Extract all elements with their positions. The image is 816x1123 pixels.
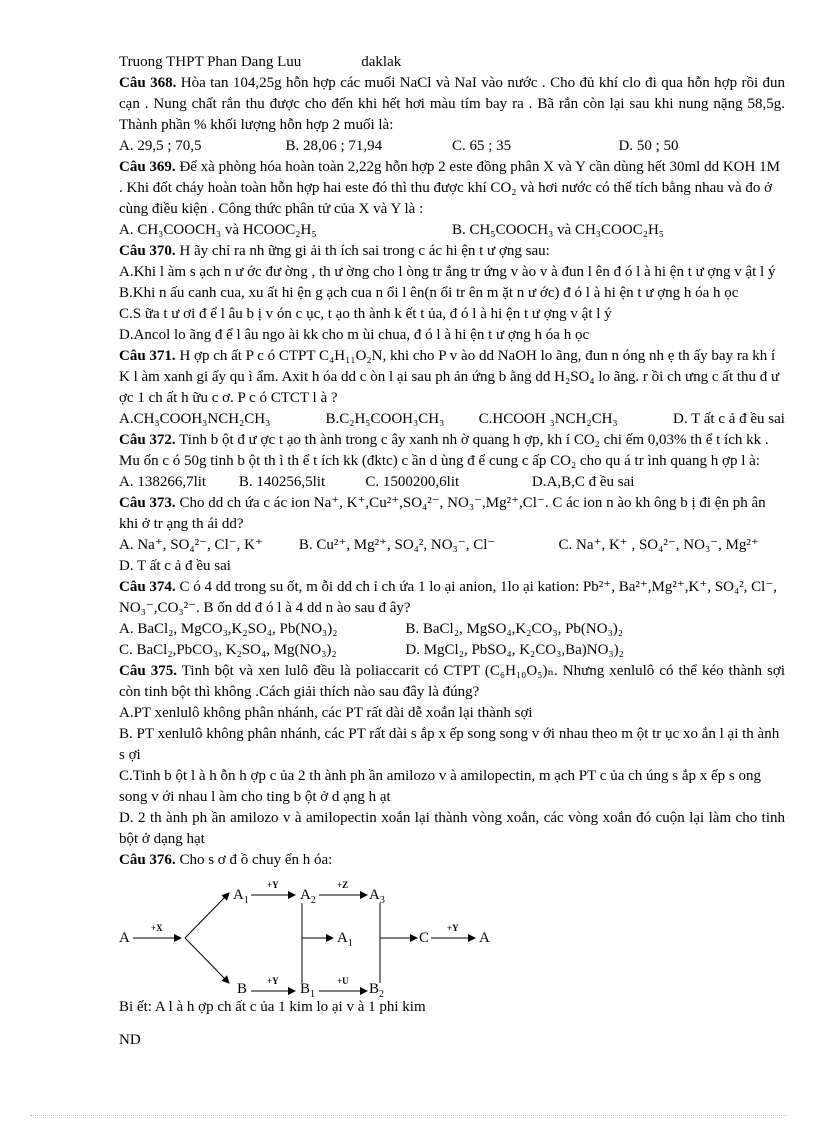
- answer-options: [119, 640, 785, 661]
- arrow-label: +U: [337, 976, 349, 986]
- node-a3: $A_3$: [369, 887, 385, 906]
- option-d: D. MgCl₂, PbSO₄, K₂CO₃,Ba)NO₃)₂: [405, 642, 624, 658]
- node-b1: $B_1$: [300, 981, 316, 1000]
- option-a: A.Khi l àm s ạch n ư ớc đư ờng , th ư ờng cho l òng tr ắng tr ứng v ào v à đun l ên đ ó l à hi ện t ư ợng v ật l ý: [119, 264, 776, 280]
- question-text: Tinh b ột đ ư ợc t ạo th ành trong c ây xanh nh ờ quang h ợp, kh í CO₂ chi ếm 0,03% th ể t ích kk . Mu ốn c ó 50g tinh b ột th ì th ể t ích kk (đktc) c ần d ùng đ ể cung c ấp CO₂ cho qu á tr ình quang h ợp l à:: [119, 432, 769, 469]
- answer-options: [119, 535, 785, 556]
- option-c: C. BaCl₂,PbCO₃, K₂SO₄, Mg(NO₃)₂: [119, 642, 337, 658]
- question-number: Câu 375.: [119, 663, 177, 679]
- option-d: D. T ất c ả đ ều sai: [119, 558, 231, 574]
- question-373: [119, 493, 785, 535]
- option-d: D.Ancol lo ãng đ ể l âu ngo ài kk cho m ùi chua, đ ó l à hi ện t ư ợng h óa h ọc: [119, 327, 590, 343]
- option-b: B. 28,06 ; 71,94: [285, 138, 383, 154]
- question-376: [119, 850, 785, 871]
- question-text: C ó 4 dd trong su ốt, m ỗi dd ch ỉ ch ứa 1 lo ại anion, 1lo ại kation: Pb²⁺, Ba²⁺,Mg²⁺,K⁺, SO₄², Cl⁻, NO₃⁻,CO₃²⁻. B ốn dd đ ó l à 4 dd n ào sau đ ây?: [119, 579, 778, 616]
- arrow-label: +Z: [337, 880, 349, 890]
- option-d: D.A,B,C đ ều sai: [531, 474, 635, 490]
- node-a1-mid: $A_1$: [337, 930, 353, 949]
- option-b: B. PT xenlulô không phân nhánh, các PT rất dài s ắp x ếp song song v ới nhau theo m ột tr ục xo ắn l ại th ành s ợi: [119, 726, 780, 763]
- question-text: Để xà phòng hóa hoàn toàn 2,22g hỗn hợp 2 este đồng phân X và Y cần dùng hết 30ml dd KOH 1M . Khi đốt cháy hoàn toàn hỗn hợp hai este đó thì thu được khí CO₂ và hơi nước có thể tích bằng nhau và đo ở cùng điều kiện . Công thức phân tử của X và Y là :: [119, 159, 780, 217]
- node-c: C: [419, 930, 430, 946]
- option-a: A. 138266,7lit: [119, 474, 207, 490]
- question-text: Tinh bột và xen lulô đều là poliaccarit có CTPT (C₆H₁₀O₅)ₙ. Nhưng xenlulô có thể kéo thành sợi còn tinh bột thì không .Cách giải thích nào sau đây là đúng?: [119, 663, 785, 700]
- question-370: [119, 241, 785, 262]
- option-a: A.CH₃COOH₃NCH₂CH₃: [119, 411, 271, 427]
- page-bottom-border: [30, 1115, 786, 1116]
- question-number: Câu 368.: [119, 75, 177, 91]
- question-369: [119, 157, 785, 220]
- question-number: Câu 369.: [119, 159, 176, 175]
- page-header: [119, 52, 785, 73]
- arrow-label: +Y: [447, 923, 459, 933]
- node-a-end: A: [479, 930, 490, 946]
- node-a1: $A_1$: [233, 887, 249, 906]
- branch-down: [185, 938, 229, 983]
- question-number: Câu 373.: [119, 495, 176, 511]
- node-a2: $A_2$: [300, 887, 316, 906]
- diagram-note: Bi ết: A l à h ợp ch ất c ủa 1 kim lo ại v à 1 phi kim: [119, 999, 426, 1015]
- option-a: A. BaCl₂, MgCO₃,K₂SO₄, Pb(NO₃)₂: [119, 621, 338, 637]
- option-b: B. CH₅COOCH₃ và CH₃COOC₂H₅: [452, 222, 664, 238]
- option-b: B.C₂H₅COOH₃CH₃: [325, 411, 445, 427]
- option-b: B. 140256,5lit: [238, 474, 326, 490]
- school-name: Truong THPT Phan Dang Luu: [119, 54, 302, 70]
- question-374: [119, 577, 785, 619]
- option-c: C.S ữa t ư ơi đ ể l âu b ị v ón c ục, t ạo th ành k ết t ủa, đ ó l à hi ện t ư ợng v ật l ý: [119, 306, 612, 322]
- option-a: A. CH₃COOCH₃ và HCOOC₂H₅: [119, 222, 317, 238]
- question-text: Hòa tan 104,25g hỗn hợp các muối NaCl và NaI vào nước . Cho đủ khí clo đi qua hỗn hợp rồi đun cạn . Nung chất rắn thu được cho đến khi hết hơi màu tím bay ra . Bã rắn còn lại sau khi nung nặng 58,5g. Thành phần % khối lượng hỗn hợp 2 muối là:: [119, 75, 786, 133]
- question-368: [119, 73, 785, 136]
- arrow-label: +X: [151, 923, 163, 933]
- option-d: D. 2 th ành ph ần amilozo v à amilopectin xoắn lại thành vòng xoắn, các vòng xoắn đó cuộn lại làm cho tinh bột ở dạng hạt: [119, 810, 785, 847]
- region-name: daklak: [361, 54, 402, 70]
- document-page: [119, 52, 785, 1051]
- option-a: A.PT xenlulô không phân nhánh, các PT rất dài dễ xoắn lại thành sợi: [119, 705, 533, 721]
- node-b2: $B_2$: [369, 981, 385, 1000]
- answer-options: [119, 409, 785, 430]
- arrow-label: +Y: [267, 880, 279, 890]
- option-c: C.Tinh b ột l à h ỗn h ợp c ủa 2 th ành ph ần amilozo v à amilopectin, m ạch PT c ủa ch úng s ắp x ếp s ong song v ới nhau l àm cho ting b ột ở d ạng h ạt: [119, 768, 761, 805]
- question-number: Câu 371.: [119, 348, 176, 364]
- question-375: [119, 661, 785, 703]
- question-text: Cho s ơ đ ồ chuy ển h óa:: [179, 852, 333, 868]
- question-number: Câu 374.: [119, 579, 176, 595]
- answer-options: [119, 472, 785, 493]
- question-number: Câu 370.: [119, 243, 176, 259]
- question-number: Câu 376.: [119, 852, 176, 868]
- option-c: C. 65 ; 35: [452, 138, 512, 154]
- arrow-label: +Y: [267, 976, 279, 986]
- question-372: [119, 430, 785, 472]
- diagram-lines: [119, 871, 785, 997]
- answer-options: [119, 136, 785, 157]
- option-d: D. 50 ; 50: [618, 138, 679, 154]
- option-c: C. Na⁺, K⁺ , SO₄²⁻, NO₃⁻, Mg²⁺: [558, 537, 759, 553]
- answer-options: [119, 220, 785, 241]
- question-text: H ợp ch ất P c ó CTPT C₄H₁₁O₂N, khi cho P v ào dd NaOH lo ãng, đun n óng nh ẹ th ấy bay ra kh í K l àm xanh gi ấy qu ì ẩm. Axit h óa dd c òn l ại sau ph ản ứng b ằng dd H₂SO₄ lo ãng. r ồi ch ưng c ất thu đ ư ợc 1 ch ất h ữu c ơ. P c ó CTCT l à ?: [119, 348, 780, 406]
- question-number: Câu 372.: [119, 432, 176, 448]
- option-a: A. 29,5 ; 70,5: [119, 138, 202, 154]
- option-b: B. BaCl₂, MgSO₄,K₂CO₃, Pb(NO₃)₂: [405, 621, 624, 637]
- option-b: B.Khi n ấu canh cua, xu ất hi ện g ạch cua n ổi l ên(n ổi tr ên m ặt n ư ớc) đ ó l à hi ện t ư ợng h óa h ọc: [119, 285, 739, 301]
- option-b: B. Cu²⁺, Mg²⁺, SO₄², NO₃⁻, Cl⁻: [298, 537, 496, 553]
- question-text: H ãy chỉ ra nh ững gi ải th ích sai trong c ác hi ện t ư ợng sau:: [179, 243, 550, 259]
- conversion-diagram: [119, 871, 785, 1000]
- question-371: [119, 346, 785, 409]
- branch-up: [185, 893, 229, 938]
- footer-initials: ND: [119, 1032, 141, 1048]
- answer-options: [119, 619, 785, 640]
- option-c: C. 1500200,6lit: [365, 474, 460, 490]
- option-d: D. T ất c ả đ ều sai: [673, 411, 785, 427]
- option-a: A. Na⁺, SO₄²⁻, Cl⁻, K⁺: [119, 537, 263, 553]
- question-text: Cho dd ch ứa c ác ion Na⁺, K⁺,Cu²⁺,SO₄²⁻, NO₃⁻,Mg²⁺,Cl⁻. C ác ion n ào kh ông b ị đi ện ph ân khi ở tr ạng th ái dd?: [119, 495, 766, 532]
- option-c: C.HCOOH ₃NCH₂CH₃: [478, 411, 618, 427]
- node-b: B: [237, 981, 248, 997]
- node-a: A: [119, 930, 130, 946]
